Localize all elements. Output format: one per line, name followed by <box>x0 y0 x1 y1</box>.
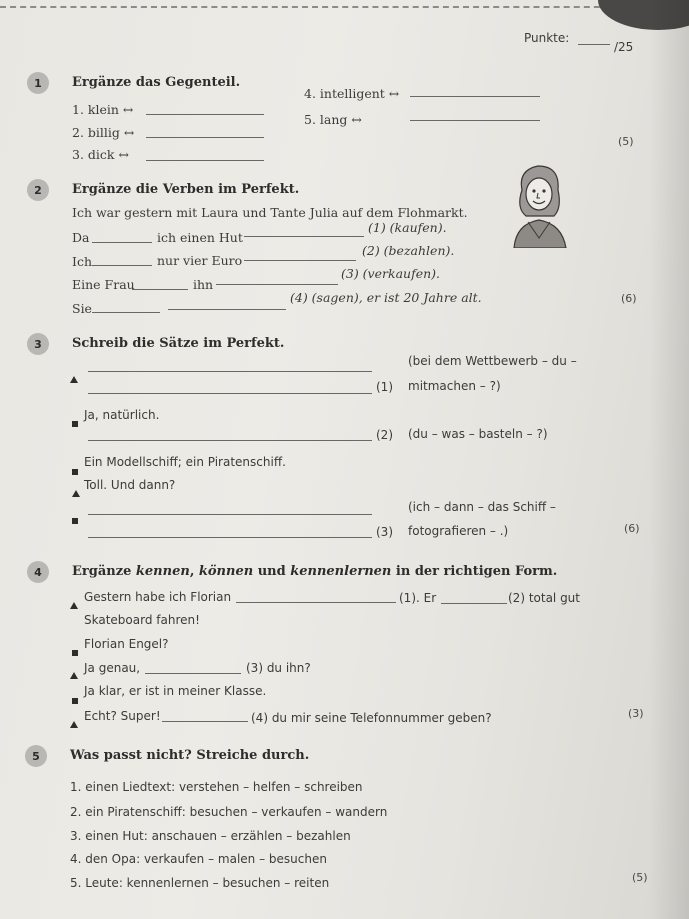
ex2-row-2-start: Ich <box>72 254 92 269</box>
ex3-hint-5: fotografieren – .) <box>408 524 509 538</box>
ex3-answer-1: Ja, natürlich. <box>84 408 160 422</box>
ex5-item-3: 3. einen Hut: anschauen – erzählen – bezahlen <box>70 829 351 843</box>
triangle-marker-4 <box>70 664 78 683</box>
ex4-line-4a: Ja genau, <box>84 661 141 675</box>
exercise-3-title: Schreib die Sätze im Perfekt. <box>72 336 285 351</box>
ex1-item-3: 3. dick ↔ <box>72 147 129 162</box>
ex2-row-4-hint-text: (4) (sagen), er ist 20 Jahre alt. <box>290 290 482 305</box>
ex3-blank-1[interactable] <box>88 371 372 372</box>
ex4-line-3: Florian Engel? <box>84 637 169 651</box>
square-marker-5 <box>72 689 78 708</box>
exercise-1-badge: 1 <box>27 72 49 94</box>
ex4-blank-2[interactable] <box>441 603 507 604</box>
title-part: , <box>189 564 199 579</box>
perforation-line <box>0 6 620 8</box>
exercise-1-title: Ergänze das Gegenteil. <box>72 75 241 90</box>
punkte-blank[interactable] <box>578 44 610 45</box>
exercise-5-badge: 5 <box>25 745 47 767</box>
ex2-blank-3a[interactable] <box>132 289 188 290</box>
ex2-blank-4b[interactable] <box>168 309 286 310</box>
exercise-4-badge: 4 <box>27 561 49 583</box>
ex1-item-4: 4. intelligent ↔ <box>304 86 400 101</box>
square-marker-2 <box>72 460 78 479</box>
ex2-blank-2a[interactable] <box>92 265 152 266</box>
ex3-blank-2[interactable] <box>88 393 372 394</box>
ex1-blank-1[interactable] <box>146 114 264 115</box>
ex4-line-1c: (2) total gut <box>508 591 580 605</box>
ex3-hint-4: (ich – dann – das Schiff – <box>408 500 556 514</box>
exercise-2-title: Ergänze die Verben im Perfekt. <box>72 182 300 197</box>
ex5-item-4: 4. den Opa: verkaufen – malen – besuchen <box>70 852 327 866</box>
ex5-points: (5) <box>632 871 648 884</box>
page-shadow <box>649 0 689 919</box>
ex1-blank-3[interactable] <box>146 160 264 161</box>
title-word-kennen: kennen <box>135 564 190 579</box>
ex4-line-2: Skateboard fahren! <box>84 613 200 627</box>
ex3-answer-2: Ein Modellschiff; ein Piratenschiff. <box>84 455 286 469</box>
ex3-blank-4[interactable] <box>88 514 372 515</box>
ex1-blank-4[interactable] <box>410 96 540 97</box>
ex4-blank-3[interactable] <box>145 673 241 674</box>
ex2-blank-1a[interactable] <box>92 242 152 243</box>
triangle-marker-3 <box>70 594 78 613</box>
ex3-num-1: (1) <box>376 380 393 394</box>
punkte-label: Punkte: <box>524 31 570 45</box>
ex3-num-3: (3) <box>376 525 393 539</box>
ex2-row-2-middle: nur vier Euro <box>157 253 243 268</box>
ex3-hint-1: (bei dem Wettbewerb – du – <box>408 354 577 368</box>
julia-portrait-icon <box>508 160 570 248</box>
ex2-blank-2b[interactable] <box>244 260 356 261</box>
ex2-row-3-hint: (3) (verkaufen). <box>341 266 440 281</box>
ex3-blank-3[interactable] <box>88 440 372 441</box>
ex4-blank-4[interactable] <box>162 721 248 722</box>
title-part: und <box>253 564 291 579</box>
triangle-marker-5 <box>70 713 78 732</box>
ex2-row-3-start: Eine Frau <box>72 277 135 292</box>
exercise-3-badge: 3 <box>27 333 49 355</box>
ex2-row-1-start: Da <box>72 230 90 245</box>
ex3-answer-3: Toll. Und dann? <box>84 478 176 492</box>
ex2-row-3-middle: ihn <box>193 277 214 292</box>
ex4-line-1a: Gestern habe ich Florian <box>84 590 232 604</box>
ex1-blank-2[interactable] <box>146 137 264 138</box>
square-marker-1 <box>72 412 78 431</box>
ex1-item-1: 1. klein ↔ <box>72 102 134 117</box>
ex4-line-1b: (1). Er <box>399 591 437 605</box>
title-word-kennenlernen: kennenlernen <box>290 564 392 579</box>
ex2-blank-4a[interactable] <box>92 312 160 313</box>
ex3-hint-2: mitmachen – ?) <box>408 379 501 393</box>
exercise-2-badge: 2 <box>27 179 49 201</box>
ex1-blank-5[interactable] <box>410 120 540 121</box>
ex4-line-5: Ja klar, er ist in meiner Klasse. <box>84 684 267 698</box>
ex5-item-2: 2. ein Piratenschiff: besuchen – verkaufen – wandern <box>70 805 388 819</box>
ex1-item-2: 2. billig ↔ <box>72 125 135 140</box>
ex2-row-1-middle: ich einen Hut <box>157 230 243 245</box>
ex1-item-5: 5. lang ↔ <box>304 112 362 127</box>
ex2-row-4-hint <box>290 290 482 305</box>
ex4-line-6a: Echt? Super! <box>84 709 161 723</box>
exercise-5-title: Was passt nicht? Streiche durch. <box>70 748 310 763</box>
ex4-blank-1[interactable] <box>236 602 396 603</box>
ex5-item-5: 5. Leute: kennenlernen – besuchen – reiten <box>70 876 330 890</box>
ex3-blank-5[interactable] <box>88 537 372 538</box>
ex3-num-2: (2) <box>376 428 393 442</box>
triangle-marker-1 <box>70 368 78 387</box>
ex4-line-4b: (3) du ihn? <box>246 661 311 675</box>
ex2-blank-1b[interactable] <box>244 236 364 237</box>
exercise-4-title <box>72 564 557 579</box>
square-marker-4 <box>72 641 78 660</box>
triangle-marker-2 <box>72 482 80 501</box>
ex2-blank-3b[interactable] <box>216 284 338 285</box>
ex2-points: (6) <box>621 292 637 305</box>
title-part: Ergänze <box>72 564 136 579</box>
ex4-points: (3) <box>628 707 644 720</box>
ex4-line-6b: (4) du mir seine Telefonnummer geben? <box>251 711 492 725</box>
punkte-total: /25 <box>614 40 634 54</box>
ex5-item-1: 1. einen Liedtext: verstehen – helfen – schreiben <box>70 780 363 794</box>
title-word-koennen: können <box>198 564 254 579</box>
ex3-points: (6) <box>624 522 640 535</box>
ex1-points: (5) <box>618 135 634 148</box>
ex2-row-1-hint: (1) (kaufen). <box>368 220 447 235</box>
title-part: in der richtigen Form. <box>391 564 558 579</box>
ex2-row-2-hint: (2) (bezahlen). <box>362 243 455 258</box>
ex3-hint-3: (du – was – basteln – ?) <box>408 427 548 441</box>
ex2-intro: Ich war gestern mit Laura und Tante Julia auf dem Flohmarkt. <box>72 205 468 220</box>
square-marker-3 <box>72 509 78 528</box>
ex2-row-4-start: Sie <box>72 301 92 316</box>
